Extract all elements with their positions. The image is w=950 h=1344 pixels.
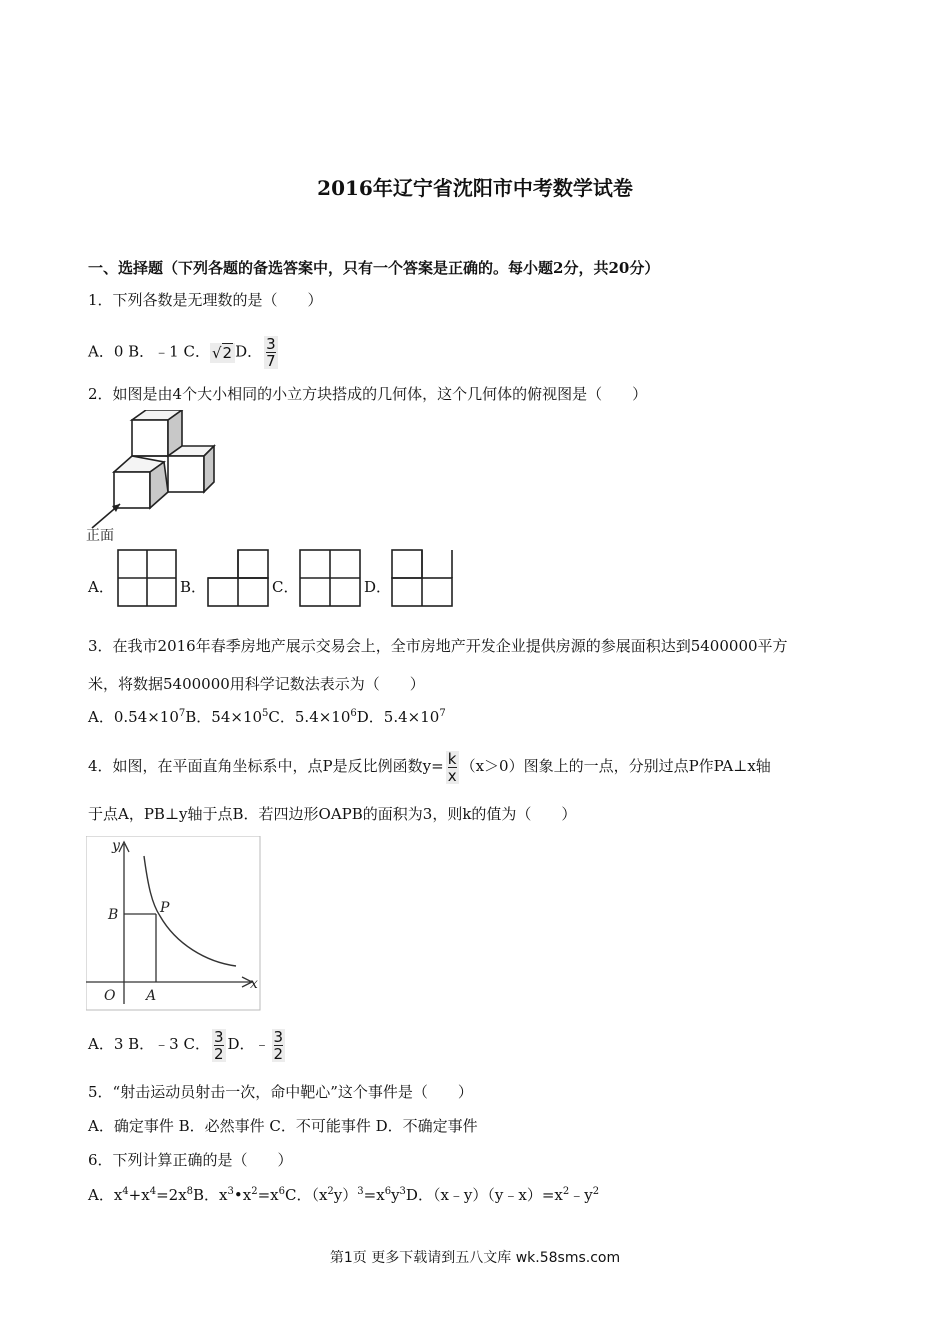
question-6-options bbox=[88, 1185, 599, 1205]
label-x: x bbox=[250, 976, 258, 992]
q6-a2: +x bbox=[128, 1186, 150, 1204]
q6-c2e: 3 bbox=[357, 1186, 364, 1197]
question-6-stem: 6．下列计算正确的是（ ） bbox=[88, 1151, 293, 1169]
q3-exp-c: 6 bbox=[350, 708, 357, 719]
q2-option-a-label: A． bbox=[88, 578, 114, 596]
q1-option-d: D． bbox=[235, 342, 263, 361]
q4-option-d: D．﹣ bbox=[227, 1035, 270, 1053]
q6-b2e: 2 bbox=[251, 1186, 258, 1197]
sqrt-2: √2 bbox=[210, 343, 235, 363]
q6-a3: =2x bbox=[156, 1186, 187, 1204]
q2-option-d-label: D． bbox=[364, 578, 392, 596]
option-a-grid bbox=[116, 548, 178, 608]
question-5-stem: 5．“射击运动员射击一次，命中靶心”这个事件是（ ） bbox=[88, 1083, 473, 1101]
label-o: O bbox=[104, 988, 116, 1004]
fraction-k-over-x bbox=[446, 751, 459, 784]
q6-c1e: 2 bbox=[327, 1186, 334, 1197]
question-1-options bbox=[88, 336, 280, 369]
q6-b3e: 6 bbox=[278, 1186, 285, 1197]
question-3-options bbox=[88, 707, 446, 727]
fraction-3-2 bbox=[212, 1029, 226, 1062]
q6-c2: y） bbox=[333, 1186, 358, 1204]
q6-b3: =x bbox=[257, 1186, 279, 1204]
q3-option-d: D．5.4×10 bbox=[356, 708, 440, 726]
q3-exp-b: 5 bbox=[262, 708, 269, 719]
question-2-stem: 2．如图是由4个大小相同的小立方块搭成的几何体，这个几何体的俯视图是（ ） bbox=[88, 385, 648, 403]
fraction-neg-3-2 bbox=[272, 1029, 286, 1062]
page-footer: 第1页 更多下载请到五八文库 wk.58sms.com bbox=[329, 1250, 621, 1266]
q6-a2e: 4 bbox=[149, 1186, 157, 1197]
q6-c4e: 3 bbox=[399, 1186, 406, 1197]
question-4-options bbox=[88, 1024, 287, 1064]
question-3-line-1: 3．在我市2016年春季房地产展示交易会上，全市房地产开发企业提供房源的参展面积达到5400000平方 bbox=[88, 637, 788, 655]
question-4-line-2: 于点A，PB⊥y轴于点B．若四边形OAPB的面积为3，则k的值为（ ） bbox=[88, 805, 577, 823]
question-3-line-2: 米，将数据5400000用科学记数法表示为（ ） bbox=[88, 675, 425, 693]
q6-d2: ﹣y bbox=[569, 1186, 593, 1204]
q4-text-post: （x＞0）图象上的一点，分别过点P作PA⊥x轴 bbox=[460, 757, 771, 775]
q2-option-b-label: B． bbox=[180, 578, 207, 596]
label-p: P bbox=[160, 900, 170, 916]
q6-a1: A．x bbox=[88, 1186, 123, 1204]
q3-option-c: C．5.4×10 bbox=[268, 708, 351, 726]
option-c-grid bbox=[298, 548, 362, 608]
label-b: B bbox=[108, 907, 119, 923]
q6-d1e: 2 bbox=[562, 1186, 570, 1197]
q6-c1: C．（x bbox=[284, 1186, 328, 1204]
q6-d2e: 2 bbox=[592, 1186, 600, 1197]
section-heading: 一、选择题（下列各题的备选答案中，只有一个答案是正确的。每小题2分，共20分） bbox=[88, 259, 660, 277]
frac-den: 2 bbox=[273, 1044, 284, 1063]
sqrt-radicand: 2 bbox=[222, 343, 233, 362]
q3-exp-a: 7 bbox=[178, 708, 186, 719]
q6-a1e: 4 bbox=[122, 1186, 129, 1197]
q6-d1: D．（x﹣y）（y﹣x）=x bbox=[405, 1186, 563, 1204]
frac-num: k bbox=[447, 749, 457, 768]
frac-den: 2 bbox=[213, 1044, 224, 1063]
question-4-line-1 bbox=[88, 748, 771, 784]
q6-b2: •x bbox=[233, 1186, 252, 1204]
front-label: 正面 bbox=[86, 528, 114, 542]
q6-b1: B．x bbox=[193, 1186, 228, 1204]
question-5-options: A．确定事件 B．必然事件 C．不可能事件 D．不确定事件 bbox=[88, 1117, 478, 1135]
label-y: y bbox=[112, 838, 120, 854]
hyperbola-curve bbox=[144, 856, 236, 966]
frac-den: x bbox=[447, 766, 457, 785]
coordinate-graph bbox=[86, 836, 262, 1012]
q3-option-a: A．0.54×10 bbox=[88, 708, 179, 726]
q6-c3e: 6 bbox=[384, 1186, 392, 1197]
cube-figure bbox=[86, 410, 216, 542]
q6-b1e: 3 bbox=[227, 1186, 234, 1197]
frac-den: 7 bbox=[266, 352, 276, 370]
page-title: 2016年辽宁省沈阳市中考数学试卷 bbox=[317, 176, 633, 200]
q6-a3e: 8 bbox=[186, 1186, 194, 1197]
q3-exp-d: 7 bbox=[439, 708, 446, 719]
q4-text-pre: 4．如图，在平面直角坐标系中，点P是反比例函数y= bbox=[88, 757, 444, 775]
option-b-grid bbox=[206, 548, 270, 608]
frac-num: 3 bbox=[213, 1027, 224, 1046]
q2-option-c-label: C． bbox=[272, 578, 299, 596]
q6-c3: =x bbox=[363, 1186, 385, 1204]
question-1-stem: 1．下列各数是无理数的是（ ） bbox=[88, 291, 323, 309]
q1-options-text: A．0 B．﹣1 C． bbox=[88, 342, 210, 361]
fraction-3-7 bbox=[264, 336, 278, 369]
q4-options-text: A．3 B．﹣3 C． bbox=[88, 1035, 210, 1053]
option-d-grid bbox=[390, 548, 454, 608]
frac-num: 3 bbox=[273, 1027, 284, 1046]
q3-option-b: B．54×10 bbox=[185, 708, 263, 726]
frac-num: 3 bbox=[266, 335, 276, 353]
label-a: A bbox=[146, 988, 157, 1004]
q6-c4: y bbox=[391, 1186, 400, 1204]
